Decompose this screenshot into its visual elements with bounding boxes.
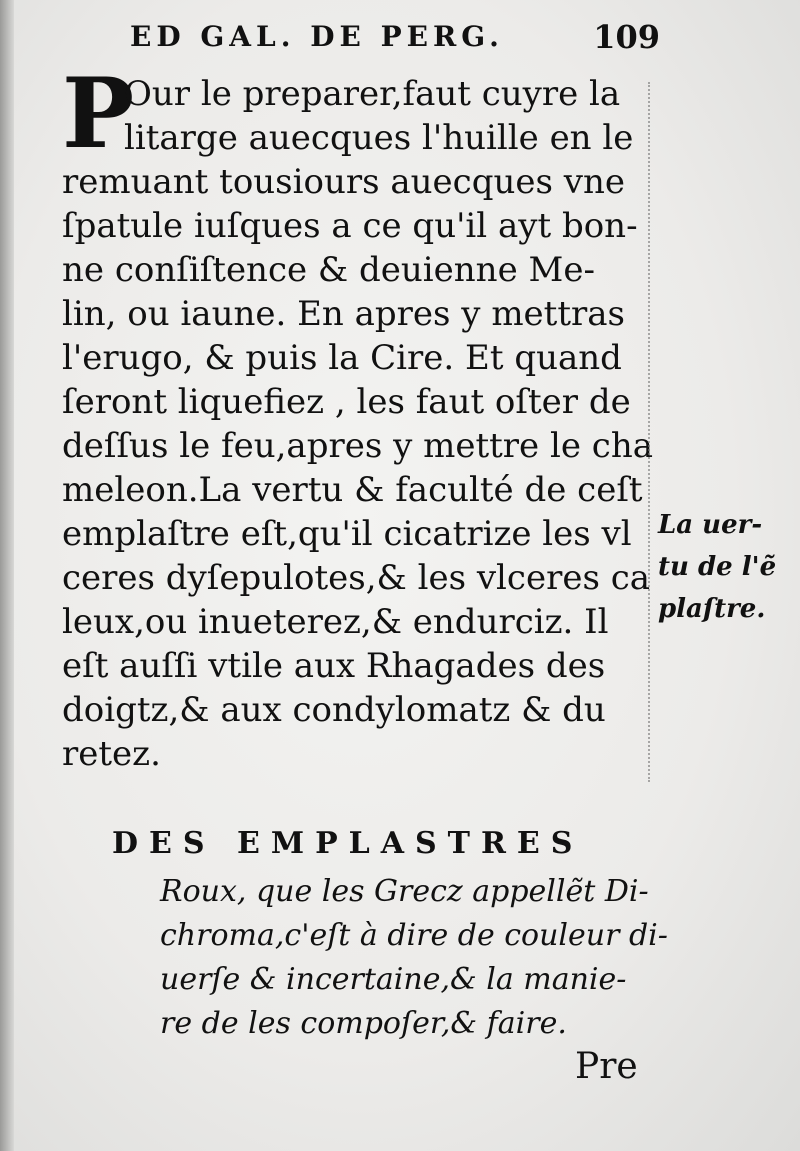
text-line: ne conſiſtence & deuienne Me-	[62, 250, 595, 290]
page-number: 109	[593, 18, 660, 56]
text-line: ſeront liquefiez , les faut oſter de	[62, 382, 631, 422]
catchword: Pre	[575, 1046, 638, 1087]
text-line: l'erugo, & puis la Cire. Et quand	[62, 338, 622, 378]
section-heading: DES EMPLASTRES	[112, 826, 584, 861]
subheading-line: uerſe & incertaine,& la manie-	[160, 962, 627, 997]
margin-note-line: tu de l'ẽ	[658, 552, 777, 582]
margin-note-line: plaſtre.	[658, 594, 766, 624]
text-line: retez.	[62, 734, 161, 774]
page-edge-shadow	[0, 0, 14, 1151]
text-line: litarge auecques l'huille en le	[124, 118, 634, 158]
text-line: ſpatule iuſques a ce qu'il ayt bon-	[62, 206, 638, 246]
text-line: deſſus le feu,apres y mettre le cha	[62, 426, 653, 466]
text-line: Our le preparer,faut cuyre la	[124, 74, 621, 114]
subheading-line: chroma,c'eſt à dire de couleur di-	[160, 918, 668, 953]
text-line: lin, ou iaune. En apres y mettras	[62, 294, 625, 334]
text-line: doigtz,& aux condylomatz & du	[62, 690, 606, 730]
text-line: remuant tousiours auecques vne	[62, 162, 625, 202]
text-line: ceres dyſepulotes,& les vlceres ca	[62, 558, 651, 598]
drop-cap: P	[62, 57, 135, 170]
margin-bracket	[648, 82, 670, 782]
text-line: meleon.La vertu & faculté de ceſt	[62, 470, 643, 510]
running-head-title: ED GAL. DE PERG.	[130, 20, 504, 53]
text-line: eſt auſſi vtile aux Rhagades des	[62, 646, 606, 686]
subheading-line: re de les compoſer,& faire.	[160, 1006, 567, 1041]
text-line: emplaſtre eſt,qu'il cicatrize les vl	[62, 514, 632, 554]
subheading-line: Roux, que les Grecz appellẽt Di-	[160, 874, 649, 909]
running-head	[130, 20, 660, 60]
margin-note-line: La uer-	[658, 510, 763, 540]
text-line: leux,ou inueterez,& endurciz. Il	[62, 602, 609, 642]
